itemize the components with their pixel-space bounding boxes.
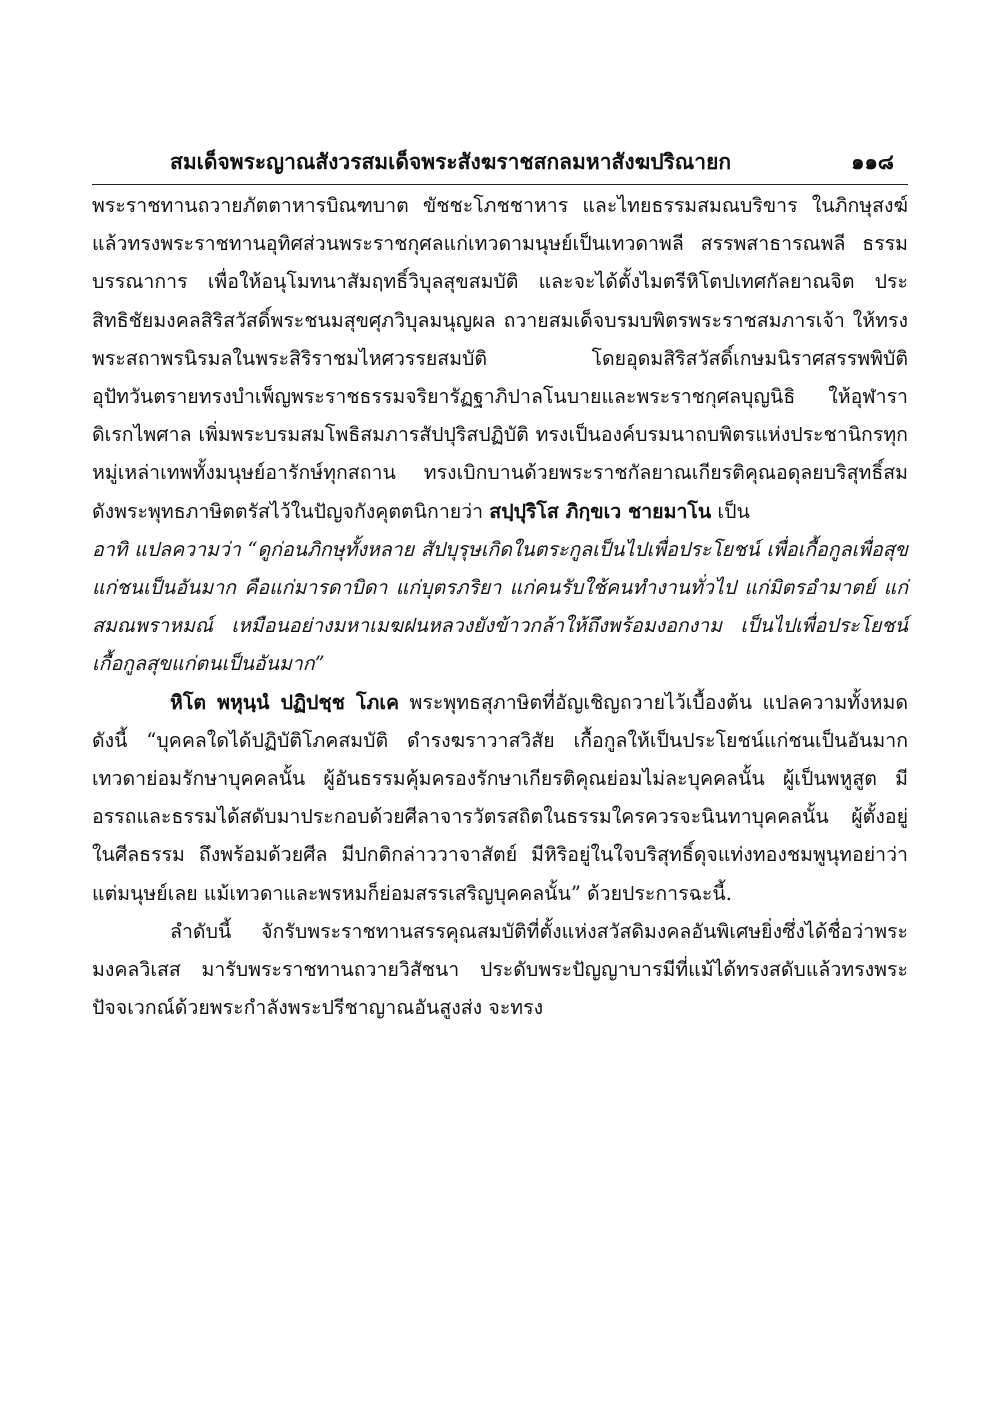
paragraph-2	[92, 684, 908, 913]
paragraph-1-text: พระราชทานถวายภัตตาหารบิณฑบาต ขัชชะโภชชาหาร และไทยธรรมสมณบริขาร ในภิกษุสงฆ์ แล้วทรงพระราชทานอุทิศส่วนพระราชกุศลแก่เทวดามนุษย์เป็นเทวดาพลี สรรพสาธารณพลี ธรรมบรรณาการ เพื่อให้อนุโมทนาสัมฤทธิ์วิบุลสุขสมบัติ และจะได้ตั้งไมตรีหิโตปเทศกัลยาณจิต ประสิทธิชัยมงคลสิริสวัสดิ์พระชนมสุขศุภวิบุลมนุญผล ถวายสมเด็จบรมบพิตรพระราชสมภารเจ้า ให้ทรงพระสถาพรนิรมลในพระสิริราชมไหศวรรยสมบัติ โดยอุดมสิริสวัสดิ์เกษมนิราศสรรพพิบัติ อุปัทวันตรายทรงบำเพ็ญพระราชธรรมจริยารัฏฐาภิปาลโนบายและพระราชกุศลบุญนิธิ ให้อุฬาราดิเรกไพศาล เพิ่มพระบรมสมโพธิสมภารสัปปุริสปฏิบัติ ทรงเป็นองค์บรมนาถบพิตรแห่งประชานิกรทุกหมู่เหล่าเทพทั้งมนุษย์อารักษ์ทุกสถาน ทรงเบิกบานด้วยพระราชกัลยาณเกียรติคุณอดุลยบริสุทธิ์สมดังพระพุทธภาษิตตรัสไว้ในปัญจกังคุตตนิกายว่า	[92, 194, 908, 523]
document-body	[92, 185, 908, 1027]
paragraph-2-text: พระพุทธสุภาษิตที่อัญเชิญถวายไว้เบื้องต้น แปลความทั้งหมดดังนี้ “บุคคลใดได้ปฏิบัติโภคสมบัติ ดำรงฆราวาสวิสัย เกื้อกูลให้เป็นประโยชน์แก่ชนเป็นอันมากเทวดาย่อมรักษาบุคคลนั้น ผู้อันธรรมคุ้มครองรักษาเกียรติคุณย่อมไม่ละบุคคลนั้น ผู้เป็นพหูสูต มีอรรถและธรรมได้สดับมาประกอบด้วยศีลาจารวัตรสถิตในธรรมใครควรจะนินทาบุคคลนั้น ผู้ตั้งอยู่ในศีลธรรม ถึงพร้อมด้วยศีล มีปกติกล่าววาจาสัตย์ มีหิริอยู่ในใจบริสุทธิ์ดุจแท่งทองชมพูนุทอย่าว่าแต่มนุษย์เลย แม้เทวดาและพรหมก็ย่อมสรรเสริญบุคคลนั้น” ด้วยประการฉะนี้.	[92, 690, 908, 905]
pali-quote-2: หิโต พหุนฺนํ ปฏิปชฺช โภเค	[170, 690, 400, 714]
running-title: สมเด็จพระญาณสังวรสมเด็จพระสังฆราชสกลมหาสังฆปริณายก	[170, 149, 732, 174]
paragraph-1	[92, 187, 908, 684]
pali-quote-1: สปฺปุริโส ภิกฺขเว ชายมาโน	[489, 499, 712, 523]
document-page	[92, 140, 908, 1027]
page-header	[92, 140, 908, 185]
paragraph-1-text-end: เป็น	[711, 499, 750, 523]
paragraph-3	[92, 913, 908, 1028]
translation-quote: อาทิ แปลความว่า “ดูก่อนภิกษุทั้งหลาย สัปบุรุษเกิดในตระกูลเป็นไปเพื่อประโยชน์ เพื่อเกื้อกูลเพื่อสุขแก่ชนเป็นอันมาก คือแก่มารดาบิดา แก่บุตรภริยา แก่คนรับใช้คนทำงานทั่วไป แก่มิตรอำมาตย์ แก่สมณพราหมณ์ เหมือนอย่างมหาเมฆฝนหลวงยังข้าวกล้าให้ถึงพร้อมงอกงาม เป็นไปเพื่อประโยชน์เกื้อกูลสุขแก่ตนเป็นอันมาก”	[92, 537, 908, 676]
page-number: ๑๑๘	[851, 149, 894, 174]
paragraph-3-text: ลำดับนี้ จักรับพระราชทานสรรคุณสมบัติที่ตั้งแห่งสวัสดิมงคลอันพิเศษยิ่งซึ่งได้ชื่อว่าพระมงคลวิเสส มารับพระราชทานถวายวิสัชนา ประดับพระปัญญาบารมีที่แม้ได้ทรงสดับแล้วทรงพระปัจจเวกณ์ด้วยพระกำลังพระปรีชาญาณอันสูงส่ง จะทรง	[92, 919, 908, 1020]
